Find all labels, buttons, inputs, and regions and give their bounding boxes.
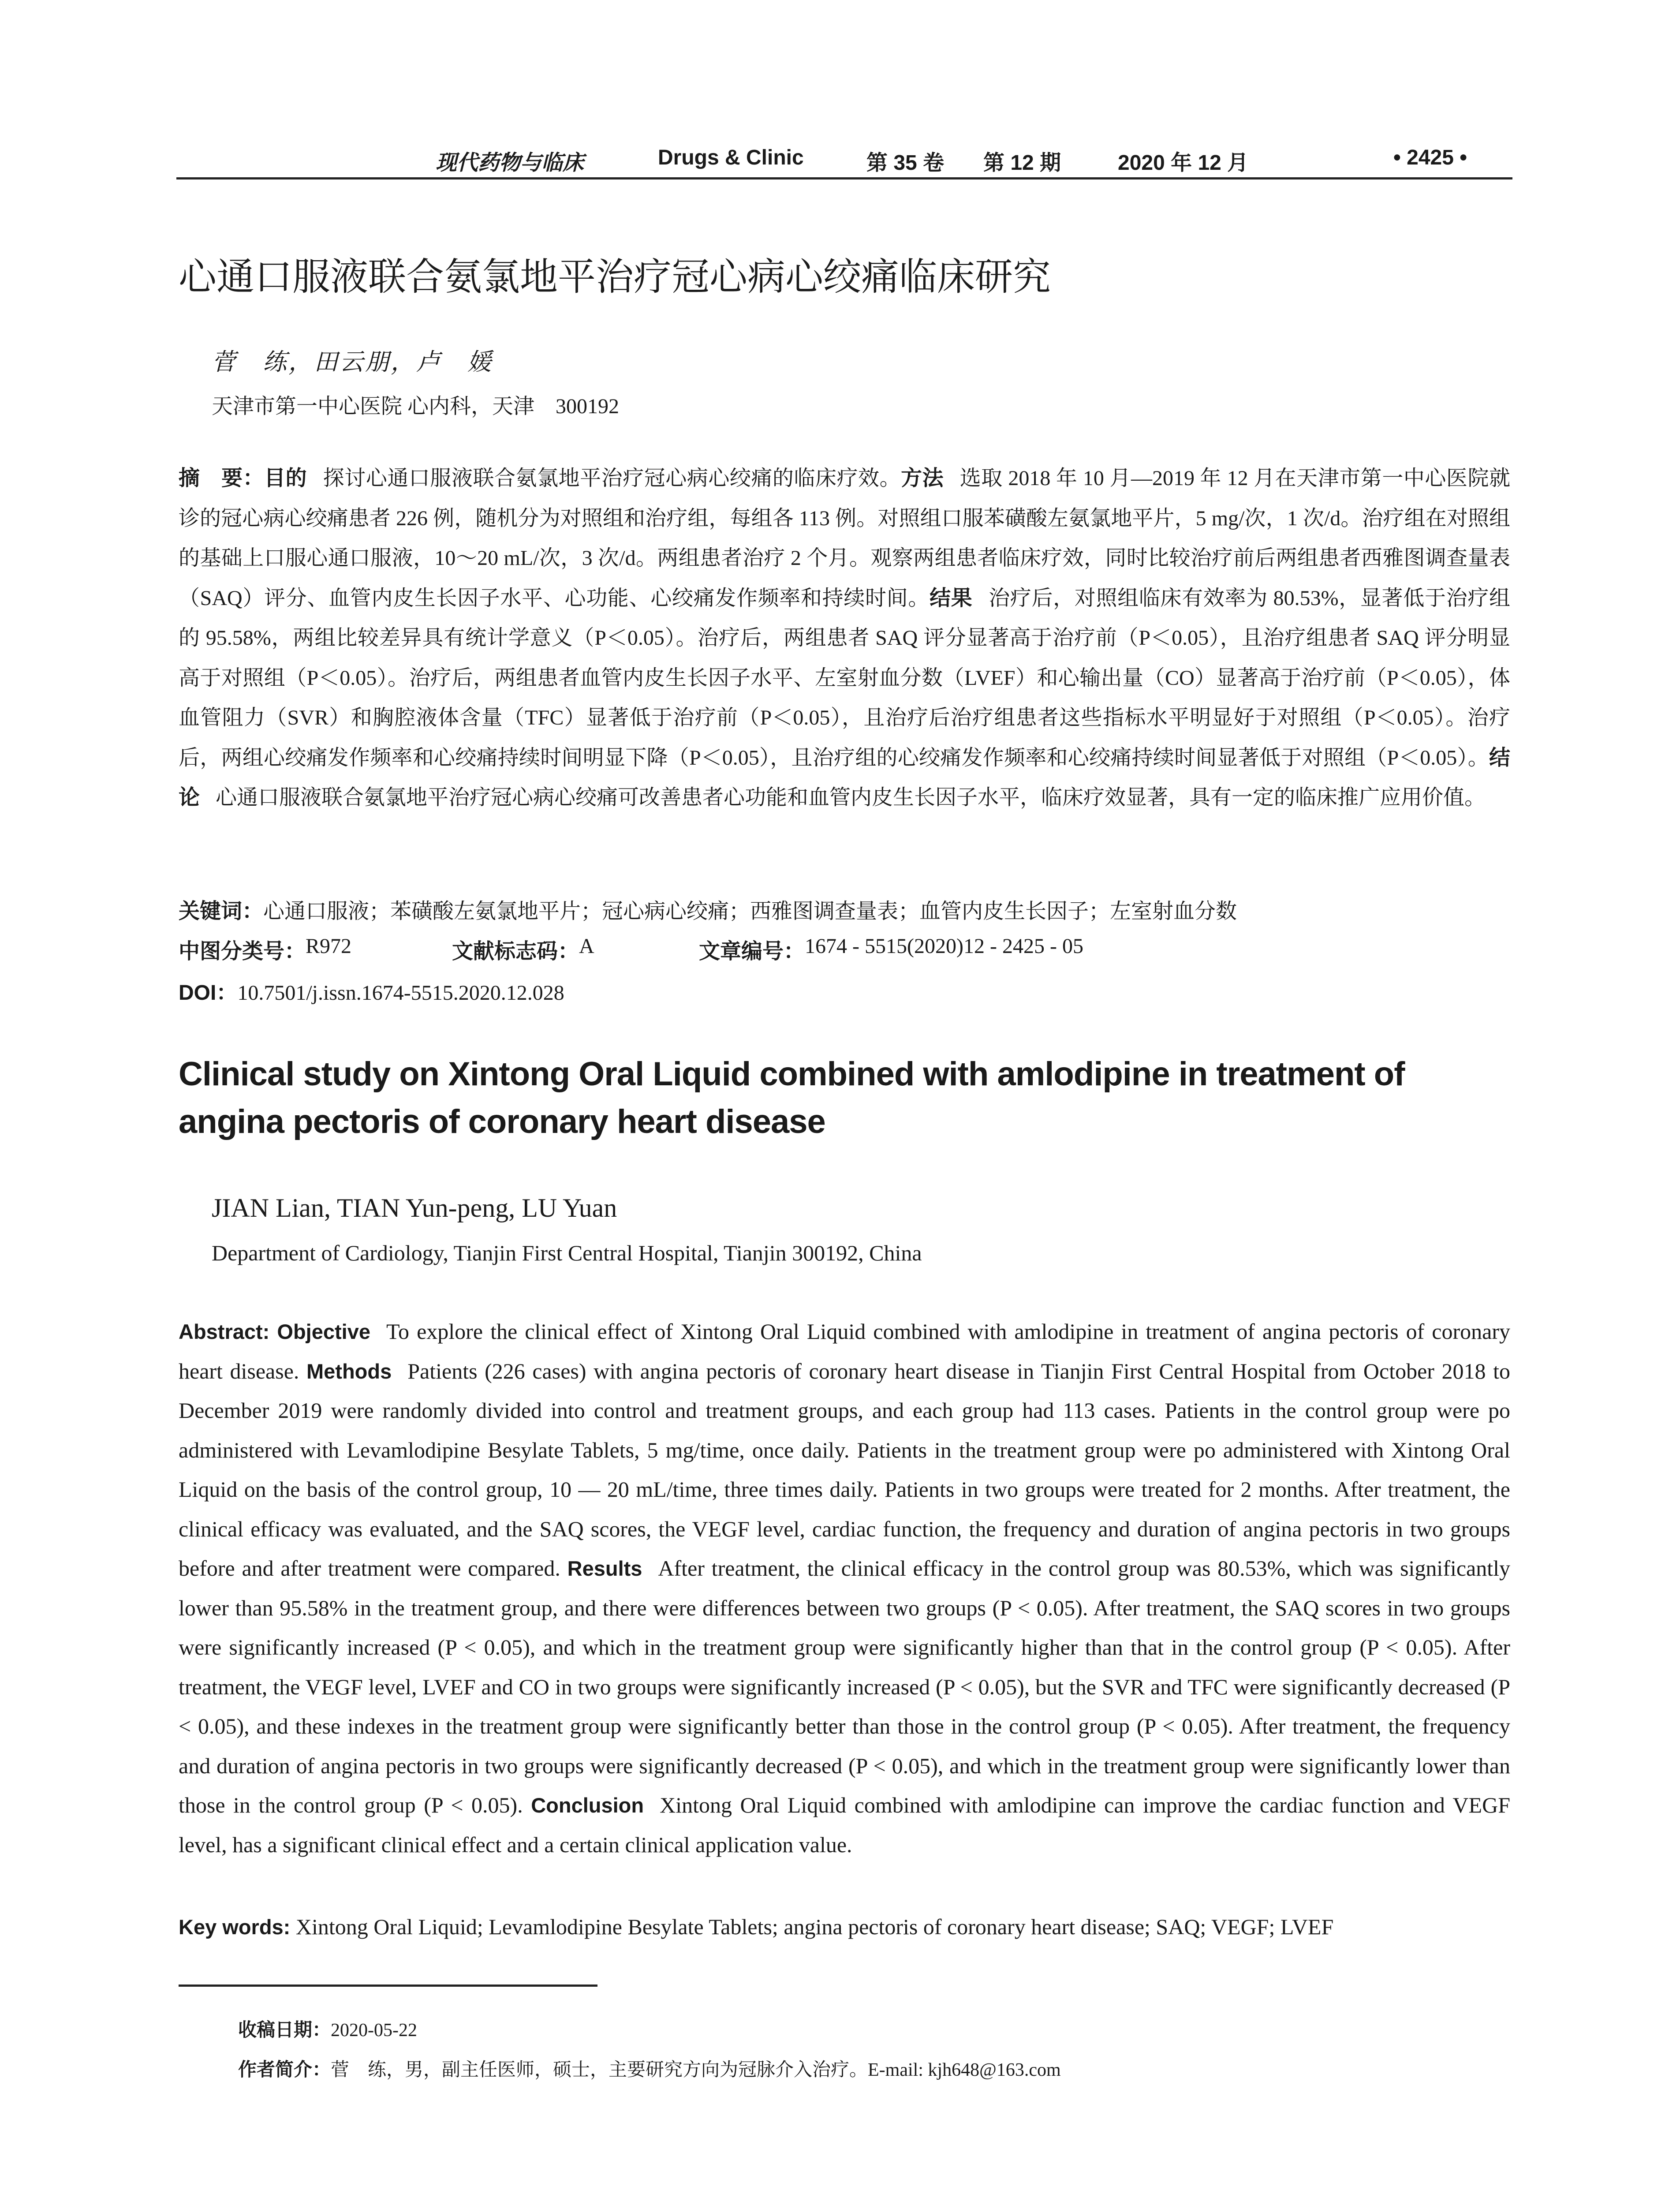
bio-value: 菅 练，男，副主任医师，硕士，主要研究方向为冠脉介入治疗。E-mail: kjh648@163.com (331, 2060, 1061, 2080)
keywords-en (179, 1914, 1510, 1940)
abstract-label-cn: 摘 要： (179, 467, 265, 490)
results-text-en: After treatment, the clinical efficacy in the control group was 80.53%, which was significantly lower than 95.58% in the treatment group, and there were differences between two groups (P < 0.05). After treatment, the SAQ scores in two groups were significantly increased (P < 0.05), and which in the treatment group were significantly higher than that in the control group (P < 0.05). After treatment, the VEGF level, LVEF and CO in two groups were significantly increased (P < 0.05), but the SVR and TFC were significantly decreased (P < 0.05), and these indexes in the treatment group were significantly better than those in the control group (P < 0.05). After treatment, the frequency and duration of angina pectoris in two groups were significantly decreased (P < 0.05), and which in the treatment group were significantly lower than those in the control group (P < 0.05). (179, 1556, 1511, 1817)
conclusion-label-en: Conclusion (531, 1794, 644, 1817)
methods-text-en: Patients (226 cases) with angina pectoris of coronary heart disease in Tianjin First Central Hospital from October 2018 to December 2019 were randomly divided into control and treatment groups, and each group had 113 cases. Patients in the control group were po administered with Levamlodipine Besylate Tablets, 5 mg/time, once daily. Patients in the treatment group were po administered with Xintong Oral Liquid on the basis of the control group, 10 — 20 mL/time, three times daily. Patients in two groups were treated for 2 months. After treatment, the clinical efficacy was evaluated, and the SAQ scores, the VEGF level, cardiac function, the frequency and duration of angina pectoris in two groups before and after treatment were compared. (179, 1358, 1511, 1581)
objective-label-en: Objective (277, 1320, 370, 1343)
affiliation-cn: 天津市第一中心医院 心内科，天津 300192 (212, 395, 620, 418)
doi-label: DOI： (179, 981, 238, 1005)
methods-text-cn: 选取 2018 年 10 月—2019 年 12 月在天津市第一中心医院就诊的冠心病心绞痛患者 226 例，随机分为对照组和治疗组，每组各 113 例。对照组口服苯磺酸左氨氯地平片，5 mg/次，1 次/d。治疗组在对照组的基础上口服心通口服液，10～20 mL/次，3 次/d。两组患者治疗 2 个月。观察两组患者临床疗效，同时比较治疗前后两组患者西雅图调查量表（SAQ）评分、血管内皮生长因子水平、心功能、心绞痛发作频率和持续时间。 (179, 467, 1510, 610)
results-label-en: Results (567, 1557, 642, 1580)
clc-value: R972 (306, 934, 352, 958)
methods-label-cn: 方法 (901, 467, 944, 490)
doi-line (179, 975, 1510, 1006)
authors-en: JIAN Lian, TIAN Yun-peng, LU Yuan (212, 1193, 617, 1222)
doc-code-value: A (579, 934, 594, 958)
objective-label-cn: 目的 (264, 467, 307, 490)
received-date (238, 2015, 417, 2042)
methods-label-en: Methods (306, 1359, 392, 1383)
affiliation-en: Department of Cardiology, Tianjin First Central Hospital, Tianjin 300192, China (212, 1241, 922, 1265)
keywords-label-cn: 关键词： (179, 900, 264, 923)
abstract-en (179, 1312, 1510, 1865)
footnote-rule (179, 1984, 597, 1987)
doc-code-label: 文献标志码： (452, 940, 579, 963)
journal-volume: 第 35 卷 (866, 151, 945, 175)
conclusion-text-en: Xintong Oral Liquid combined with amlodipine can improve the cardiac function and VEGF level, has a significant clinical effect and a certain clinical application value. (179, 1793, 1511, 1857)
keywords-text-en: Xintong Oral Liquid; Levamlodipine Besylate Tablets; angina pectoris of coronary heart disease; SAQ; VEGF; LVEF (295, 1914, 1334, 1939)
bio-label: 作者简介： (238, 2059, 331, 2080)
running-header (176, 141, 1512, 176)
abstract-label-en: Abstract: (179, 1320, 270, 1343)
title-cn: 心通口服液联合氨氯地平治疗冠心病心绞痛临床研究 (179, 256, 1051, 298)
journal-name-en: Drugs & Clinic (658, 146, 804, 169)
journal-issue: 第 12 期 (983, 151, 1061, 175)
title-en: Clinical study on Xintong Oral Liquid combined with amlodipine in treatment of angina pectoris of coronary heart disease (179, 1055, 1405, 1140)
article-no-value: 1674 - 5515(2020)12 - 2425 - 05 (805, 934, 1083, 958)
objective-text-en: To explore the clinical effect of Xintong Oral Liquid combined with amlodipine in treatment of angina pectoris of coronary heart disease. (179, 1319, 1510, 1383)
results-text-cn: 治疗后，对照组临床有效率为 80.53%，显著低于治疗组的 95.58%，两组比较差异具有统计学意义（P＜0.05）。治疗后，两组患者 SAQ 评分显著高于治疗前（P＜0.05），且治疗组患者 SAQ 评分明显高于对照组（P＜0.05）。治疗后，两组患者血管内皮生长因子水平、左室射血分数（LVEF）和心输出量（CO）显著高于治疗前（P＜0.05），体血管阻力（SVR）和胸腔液体含量（TFC）显著低于治疗前（P＜0.05），且治疗后治疗组患者这些指标水平明显好于对照组（P＜0.05）。治疗后，两组心绞痛发作频率和心绞痛持续时间明显下降（P＜0.05），且治疗组的心绞痛发作频率和心绞痛持续时间显著低于对照组（P＜0.05）。 (179, 586, 1510, 770)
received-label: 收稿日期： (238, 2019, 331, 2040)
results-label-cn: 结果 (930, 586, 973, 610)
doi-value: 10.7501/j.issn.1674-5515.2020.12.028 (237, 981, 564, 1005)
keywords-text-cn: 心通口服液；苯磺酸左氨氯地平片；冠心病心绞痛；西雅图调查量表；血管内皮生长因子；左室射血分数 (263, 900, 1237, 923)
page-number: • 2425 • (1393, 146, 1467, 169)
journal-name-cn: 现代药物与临床 (436, 151, 584, 175)
conclusion-label-cn: 结论 (179, 746, 1510, 809)
conclusion-text-cn: 心通口服液联合氨氯地平治疗冠心病心绞痛可改善患者心功能和血管内皮生长因子水平，临床疗效显著，具有一定的临床推广应用价值。 (216, 786, 1486, 809)
author-bio (238, 2055, 1061, 2082)
clc-label: 中图分类号： (179, 940, 306, 963)
authors-cn: 菅 练，田云朋，卢 媛 (212, 349, 493, 375)
keywords-cn (179, 894, 1510, 924)
abstract-cn (179, 459, 1510, 818)
header-rule (176, 177, 1512, 179)
journal-date: 2020 年 12 月 (1118, 151, 1249, 175)
objective-text-cn: 探讨心通口服液联合氨氯地平治疗冠心病心绞痛的临床疗效。 (323, 467, 901, 490)
article-no-label: 文章编号： (699, 940, 805, 963)
received-value: 2020-05-22 (331, 2020, 417, 2041)
keywords-label-en: Key words: (179, 1915, 291, 1939)
